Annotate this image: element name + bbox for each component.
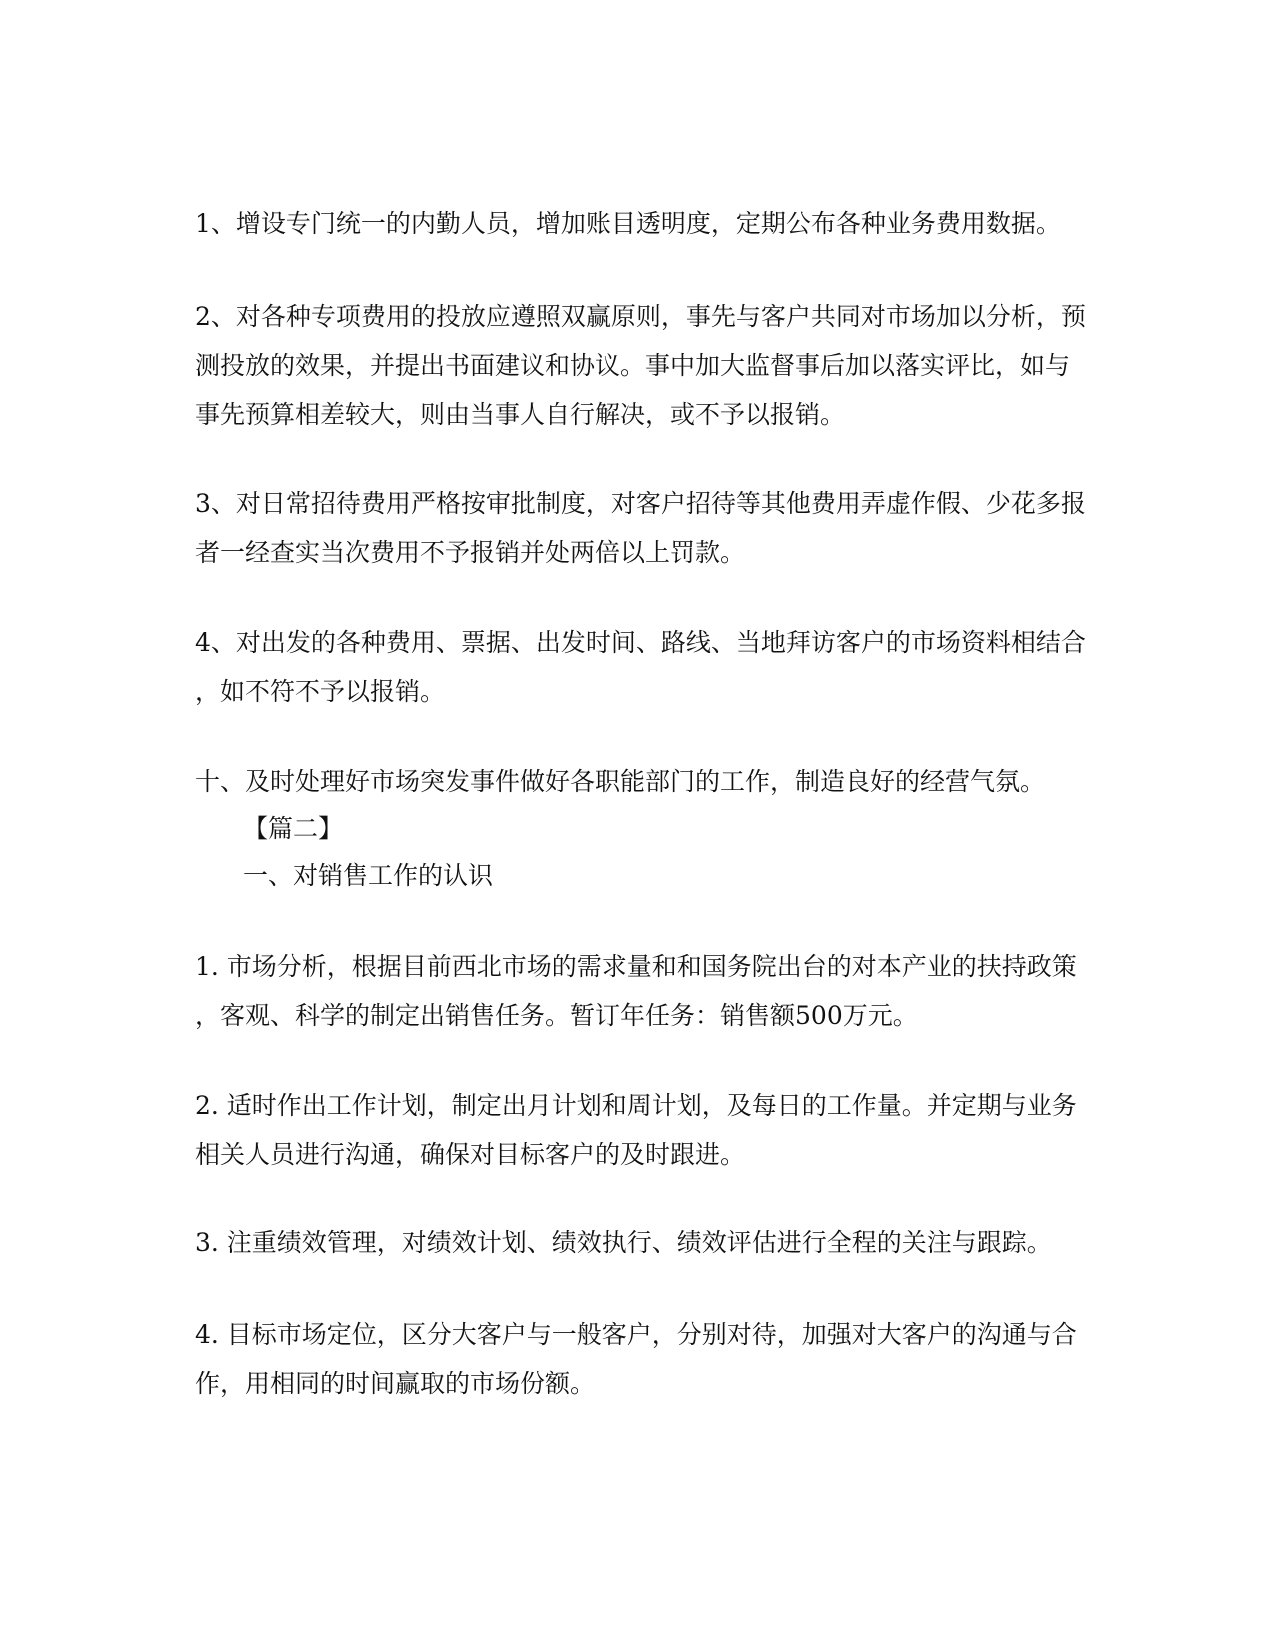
- text-line: 2、对各种专项费用的投放应遵照双赢原则，事先与客户共同对市场加以分析，预: [195, 302, 1086, 331]
- heading-text: 【篇二】: [243, 814, 344, 843]
- paragraph-section-ten: [195, 757, 1085, 806]
- paragraph-sales-3: [195, 1218, 1085, 1267]
- paragraph-expense-1: [195, 199, 1085, 248]
- text-line: 2. 适时作出工作计划，制定出月计划和周计划，及每日的工作量。并定期与业务: [195, 1091, 1077, 1120]
- text-line: 作，用相同的时间赢取的市场份额。: [195, 1369, 596, 1398]
- paragraph-expense-4: [195, 618, 1085, 716]
- paragraph-sales-2: [195, 1081, 1085, 1179]
- text-line: ，如不符不予以报销。: [195, 677, 446, 706]
- heading-text: 一、对销售工作的认识: [243, 861, 494, 890]
- text-line: ，客观、科学的制定出销售任务。暂订年任务：销售额500万元。: [195, 1001, 918, 1030]
- paragraph-expense-2: [195, 292, 1085, 439]
- paragraph-sales-1: [195, 942, 1085, 1040]
- text-line: 相关人员进行沟通，确保对目标客户的及时跟进。: [195, 1140, 746, 1169]
- text-line: 1. 市场分析，根据目前西北市场的需求量和和国务院出台的对本产业的扶持政策: [195, 952, 1077, 981]
- paragraph-sales-4: [195, 1310, 1085, 1408]
- text-line: 十、及时处理好市场突发事件做好各职能部门的工作，制造良好的经营气氛。: [195, 767, 1046, 796]
- section-heading-part-two: [243, 804, 1133, 853]
- text-line: 测投放的效果，并提出书面建议和协议。事中加大监督事后加以落实评比，如与: [195, 351, 1071, 380]
- text-line: 4. 目标市场定位，区分大客户与一般客户，分别对待，加强对大客户的沟通与合: [195, 1320, 1077, 1349]
- text-line: 者一经查实当次费用不予报销并处两倍以上罚款。: [195, 538, 746, 567]
- paragraph-expense-3: [195, 479, 1085, 577]
- text-line: 事先预算相差较大，则由当事人自行解决，或不予以报销。: [195, 400, 846, 429]
- text-line: 4、对出发的各种费用、票据、出发时间、路线、当地拜访客户的市场资料相结合: [195, 628, 1086, 657]
- text-line: 3. 注重绩效管理，对绩效计划、绩效执行、绩效评估进行全程的关注与跟踪。: [195, 1228, 1052, 1257]
- text-line: 3、对日常招待费用严格按审批制度，对客户招待等其他费用弄虚作假、少花多报: [195, 489, 1086, 518]
- section-heading-sales-awareness: [243, 851, 1133, 900]
- text-line: 1、增设专门统一的内勤人员，增加账目透明度，定期公布各种业务费用数据。: [195, 209, 1061, 238]
